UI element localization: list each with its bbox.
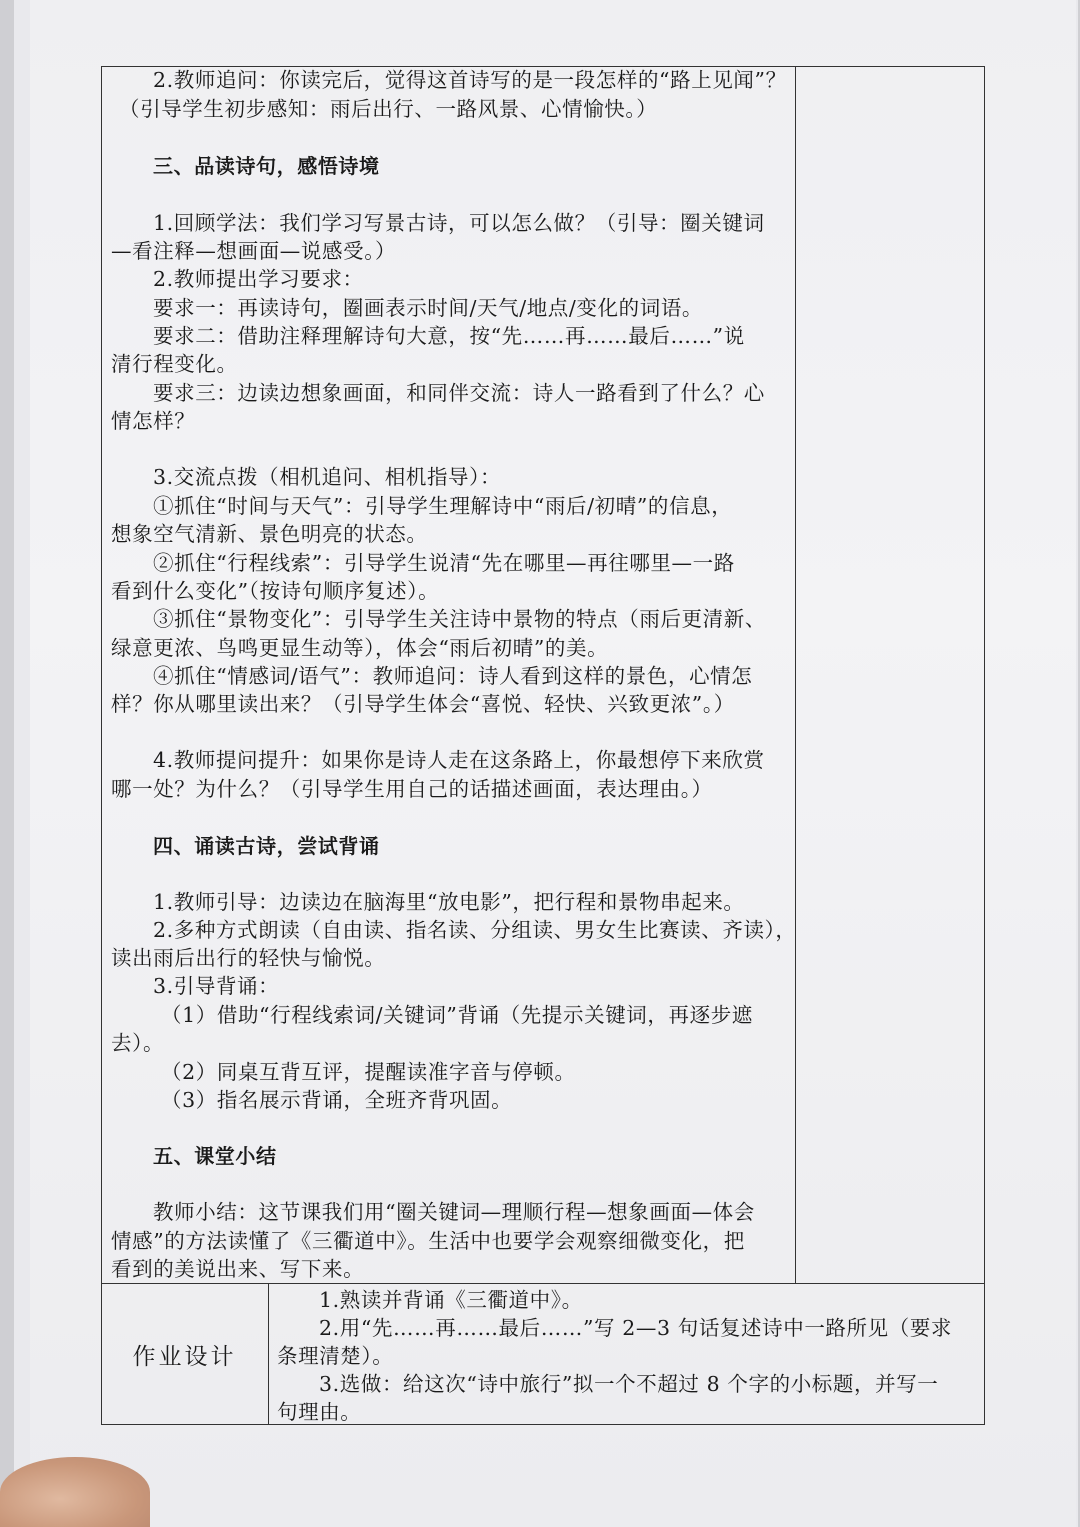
paragraph: 哪一处？为什么？（引导学生用自己的话描述画面，表达理由。） <box>111 777 713 801</box>
paragraph: （2）同桌互背互评，提醒读准字音与停顿。 <box>161 1060 576 1084</box>
section-heading: 五、课堂小结 <box>153 1144 277 1168</box>
paragraph: 绿意更浓、鸟鸣更显生动等），体会“雨后初晴”的美。 <box>111 636 609 660</box>
thumb <box>0 1457 150 1527</box>
paragraph: 2.多种方式朗读（自由读、指名读、分组读、男女生比赛读、齐读）， <box>153 918 797 942</box>
paragraph: 2.教师追问：你读完后，觉得这首诗写的是一段怎样的“路上见闻”？ <box>153 68 787 92</box>
paragraph: 清行程变化。 <box>111 352 238 376</box>
paragraph: 2.教师提出学习要求： <box>153 267 364 291</box>
paragraph: 4.教师提问提升：如果你是诗人走在这条路上，你最想停下来欣赏 <box>153 748 765 772</box>
paragraph: 看到的美说出来、写下来。 <box>111 1257 365 1281</box>
homework-label-divider <box>268 1283 269 1425</box>
homework-title: 作业设计 <box>132 1343 237 1370</box>
homework-item: 3.选做：给这次“诗中旅行”拟一个不超过 8 个字的小标题，并写一 <box>319 1372 939 1396</box>
paragraph: ②抓住“行程线索”：引导学生说清“先在哪里—再往哪里—一路 <box>153 551 735 575</box>
paragraph: 情怎样？ <box>111 409 196 433</box>
paragraph: （3）指名展示背诵，全班齐背巩固。 <box>161 1088 513 1112</box>
paragraph: 读出雨后出行的轻快与愉悦。 <box>111 946 386 970</box>
paragraph: （引导学生初步感知：雨后出行、一路风景、心情愉快。） <box>119 97 658 121</box>
homework-item: 2.用“先……再……最后……”写 2—3 句话复述诗中一路所见（要求 <box>319 1316 953 1340</box>
paragraph: 教师小结：这节课我们用“圈关键词—理顺行程—想象画面—体会 <box>153 1200 755 1224</box>
section-heading: 四、诵读古诗，尝试背诵 <box>153 834 380 858</box>
paragraph: 1.回顾学法：我们学习写景古诗，可以怎么做？（引导：圈关键词 <box>153 211 765 235</box>
paragraph: 1.教师引导：边读边在脑海里“放电影”，把行程和景物串起来。 <box>153 890 745 914</box>
section-heading: 三、品读诗句，感悟诗境 <box>153 154 380 178</box>
paragraph: —看注释—想画面—说感受。） <box>111 239 397 263</box>
paragraph: 去）。 <box>111 1031 165 1055</box>
paragraph: 看到什么变化”（按诗句顺序复述）。 <box>111 579 440 603</box>
homework-item: 1.熟读并背诵《三衢道中》。 <box>319 1288 583 1312</box>
paragraph: 情感”的方法读懂了《三衢道中》。生活中也要学会观察细微变化，把 <box>111 1229 745 1253</box>
paragraph: （1）借助“行程线索词/关键词”背诵（先提示关键词，再逐步遮 <box>161 1003 753 1027</box>
paragraph: 要求三：边读边想象画面，和同伴交流：诗人一路看到了什么？心 <box>153 381 765 405</box>
paragraph: ④抓住“情感词/语气”：教师追问：诗人看到这样的景色，心情怎 <box>153 664 753 688</box>
paragraph: 要求二：借助注释理解诗句大意，按“先……再……最后……”说 <box>153 324 745 348</box>
paragraph: 样？你从哪里读出来？（引导学生体会“喜悦、轻快、兴致更浓”。） <box>111 692 735 716</box>
homework-item: 条理清楚）。 <box>277 1344 394 1368</box>
paragraph: 要求一：再读诗句，圈画表示时间/天气/地点/变化的词语。 <box>153 296 704 320</box>
paragraph: ①抓住“时间与天气”：引导学生理解诗中“雨后/初晴”的信息， <box>153 494 733 518</box>
paragraph: 3.交流点拨（相机追问、相机指导）： <box>153 465 502 489</box>
paragraph: ③抓住“景物变化”：引导学生关注诗中景物的特点（雨后更清新、 <box>153 607 766 631</box>
homework-item: 句理由。 <box>277 1400 362 1424</box>
paragraph: 3.引导背诵： <box>153 974 280 998</box>
paragraph: 想象空气清新、景色明亮的状态。 <box>111 522 428 546</box>
